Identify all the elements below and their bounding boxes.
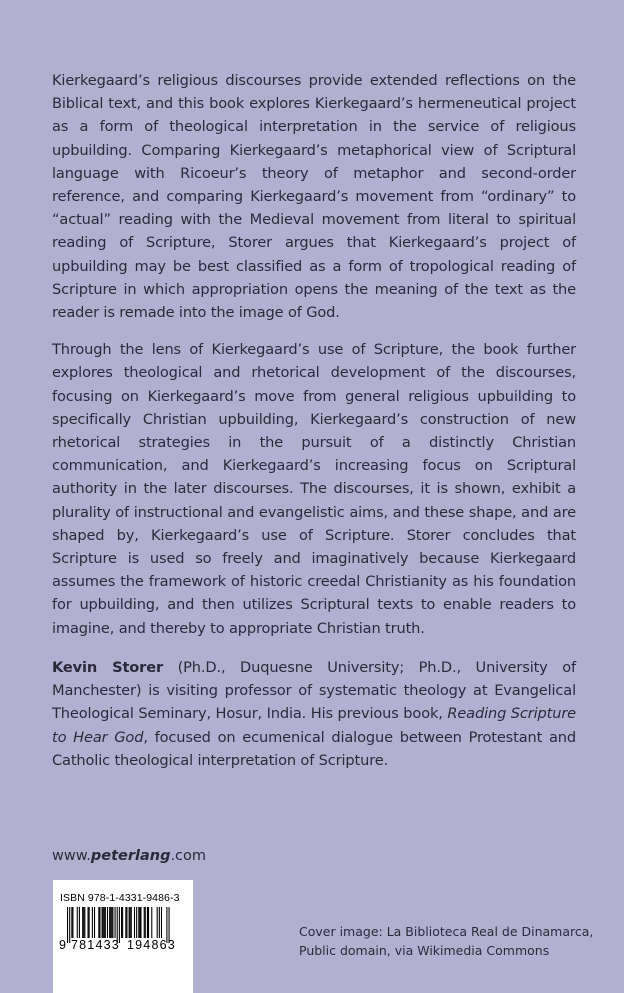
barcode-bar (148, 907, 149, 938)
barcode-right-digits: 194863 (127, 938, 176, 952)
barcode-bar (139, 907, 140, 938)
website-suffix: .com (170, 848, 207, 864)
barcode-bar (82, 907, 83, 938)
barcode-bar (99, 907, 100, 938)
bio-text-part-1: (Ph.D., Duquesne University; Ph.D., University of Manchester) is visiting professor of systematic theology at Evangelical Theological Seminary, Hosur, India. His previous book, (52, 659, 576, 723)
barcode-bar (110, 907, 111, 938)
barcode-bar (84, 907, 85, 938)
description-paragraph-1: Kierkegaard’s religious discourses provide extended reflections on the Biblical text, and this book explores Kierkegaard’s hermeneutical project as a form of theological interpretation in the service of religious upbuilding. Comparing Kierkegaard’s metaphorical view of Scriptural language with Ricoeur’s theory of metaphor and second-order reference, and comparing Kierkegaard’s movement from “ordinary” to “actual” reading with the Medieval movement from literal to spiritual reading of Scripture, Storer argues that Kierkegaard’s project of upbuilding may be best classified as a form of tropological reading of Scripture in which appropriation opens the meaning of the text as the reader is remade into the image of God. (52, 72, 576, 322)
barcode-bar (83, 907, 84, 938)
barcode-bar (122, 907, 123, 938)
barcode-bar (125, 907, 126, 938)
cover-credit-line-1: Cover image: La Biblioteca Real de Dinamarca, (299, 924, 594, 939)
barcode-bar (138, 907, 139, 938)
barcode-bar (140, 907, 141, 938)
author-bio-paragraph (52, 656, 576, 772)
barcode-bar (145, 907, 146, 938)
barcode-bar (130, 907, 131, 938)
barcode-bar (92, 907, 93, 938)
publisher-website[interactable] (52, 848, 206, 864)
barcode-bar (121, 907, 122, 938)
barcode-bar (134, 907, 135, 938)
book-description (52, 69, 576, 654)
barcode-bar (107, 907, 108, 938)
website-prefix: www. (52, 848, 91, 864)
isbn-barcode (53, 880, 193, 993)
barcode-bar (94, 907, 95, 938)
barcode-bar (105, 907, 106, 938)
barcode-bar (79, 907, 80, 938)
barcode-bar (71, 907, 72, 938)
barcode-lead-digit: 9 (59, 938, 66, 952)
bio-text-part-2: , focused on ecumenical dialogue between Protestant and Catholic theological interpretation of Scripture. (52, 728, 576, 769)
isbn-label: ISBN 978-1-4331-9486-3 (60, 892, 180, 904)
barcode-bar (102, 907, 103, 938)
author-bio (52, 656, 576, 786)
barcode-digits (53, 938, 193, 958)
barcode-bar (159, 907, 160, 938)
barcode-bar (131, 907, 132, 938)
barcode-bar (147, 907, 148, 938)
barcode-bar (129, 907, 130, 938)
barcode-bar (112, 907, 113, 938)
website-brand: peterlang (90, 848, 171, 864)
barcode-bar (157, 907, 158, 938)
barcode-bar (109, 907, 110, 938)
barcode-bar (89, 907, 90, 938)
barcode-bar (161, 907, 162, 938)
cover-credit-line-2: Public domain, via Wikimedia Commons (299, 942, 550, 958)
barcode-bar (104, 907, 105, 938)
barcode-bar (111, 907, 112, 938)
barcode-bar (115, 907, 116, 938)
barcode-bar (144, 907, 145, 938)
barcode-bar (136, 907, 137, 938)
barcode-bar (88, 907, 89, 938)
author-name: Kevin Storer (52, 659, 164, 676)
barcode-bar (98, 907, 99, 938)
barcode-bar (72, 907, 73, 938)
cover-image-credit (299, 923, 593, 960)
barcode-bar (151, 907, 152, 938)
description-paragraph-2: Through the lens of Kierkegaard’s use of Scripture, the book further explores theological and rhetorical development of the discourses, focusing on Kierkegaard’s move from general religious upbuilding to specifically Christian upbuilding, Kierkegaard’s construction of new rhetorical strategies in the pursuit of a distinctly Christian communication, and Kierkegaard’s increasing focus on Scriptural authority in the later discourses. The discourses, it is shown, exhibit a plurality of instructional and evangelistic aims, and these shape, and are shaped by, Kierkegaard’s use of Scripture. Storer concludes that Scripture is used so freely and imaginatively because Kierkegaard assumes the framework of historic creedal Christianity as his foundation for upbuilding, and then utilizes Scriptural texts to enable readers to imagine, and thereby to appropriate Christian truth. (52, 341, 576, 637)
barcode-left-digits: 781433 (71, 938, 120, 952)
barcode-bar (126, 907, 127, 938)
barcode-bar (77, 907, 78, 938)
barcode-bar (103, 907, 104, 938)
previous-book-title: Reading Scripture to Hear God (52, 705, 576, 746)
